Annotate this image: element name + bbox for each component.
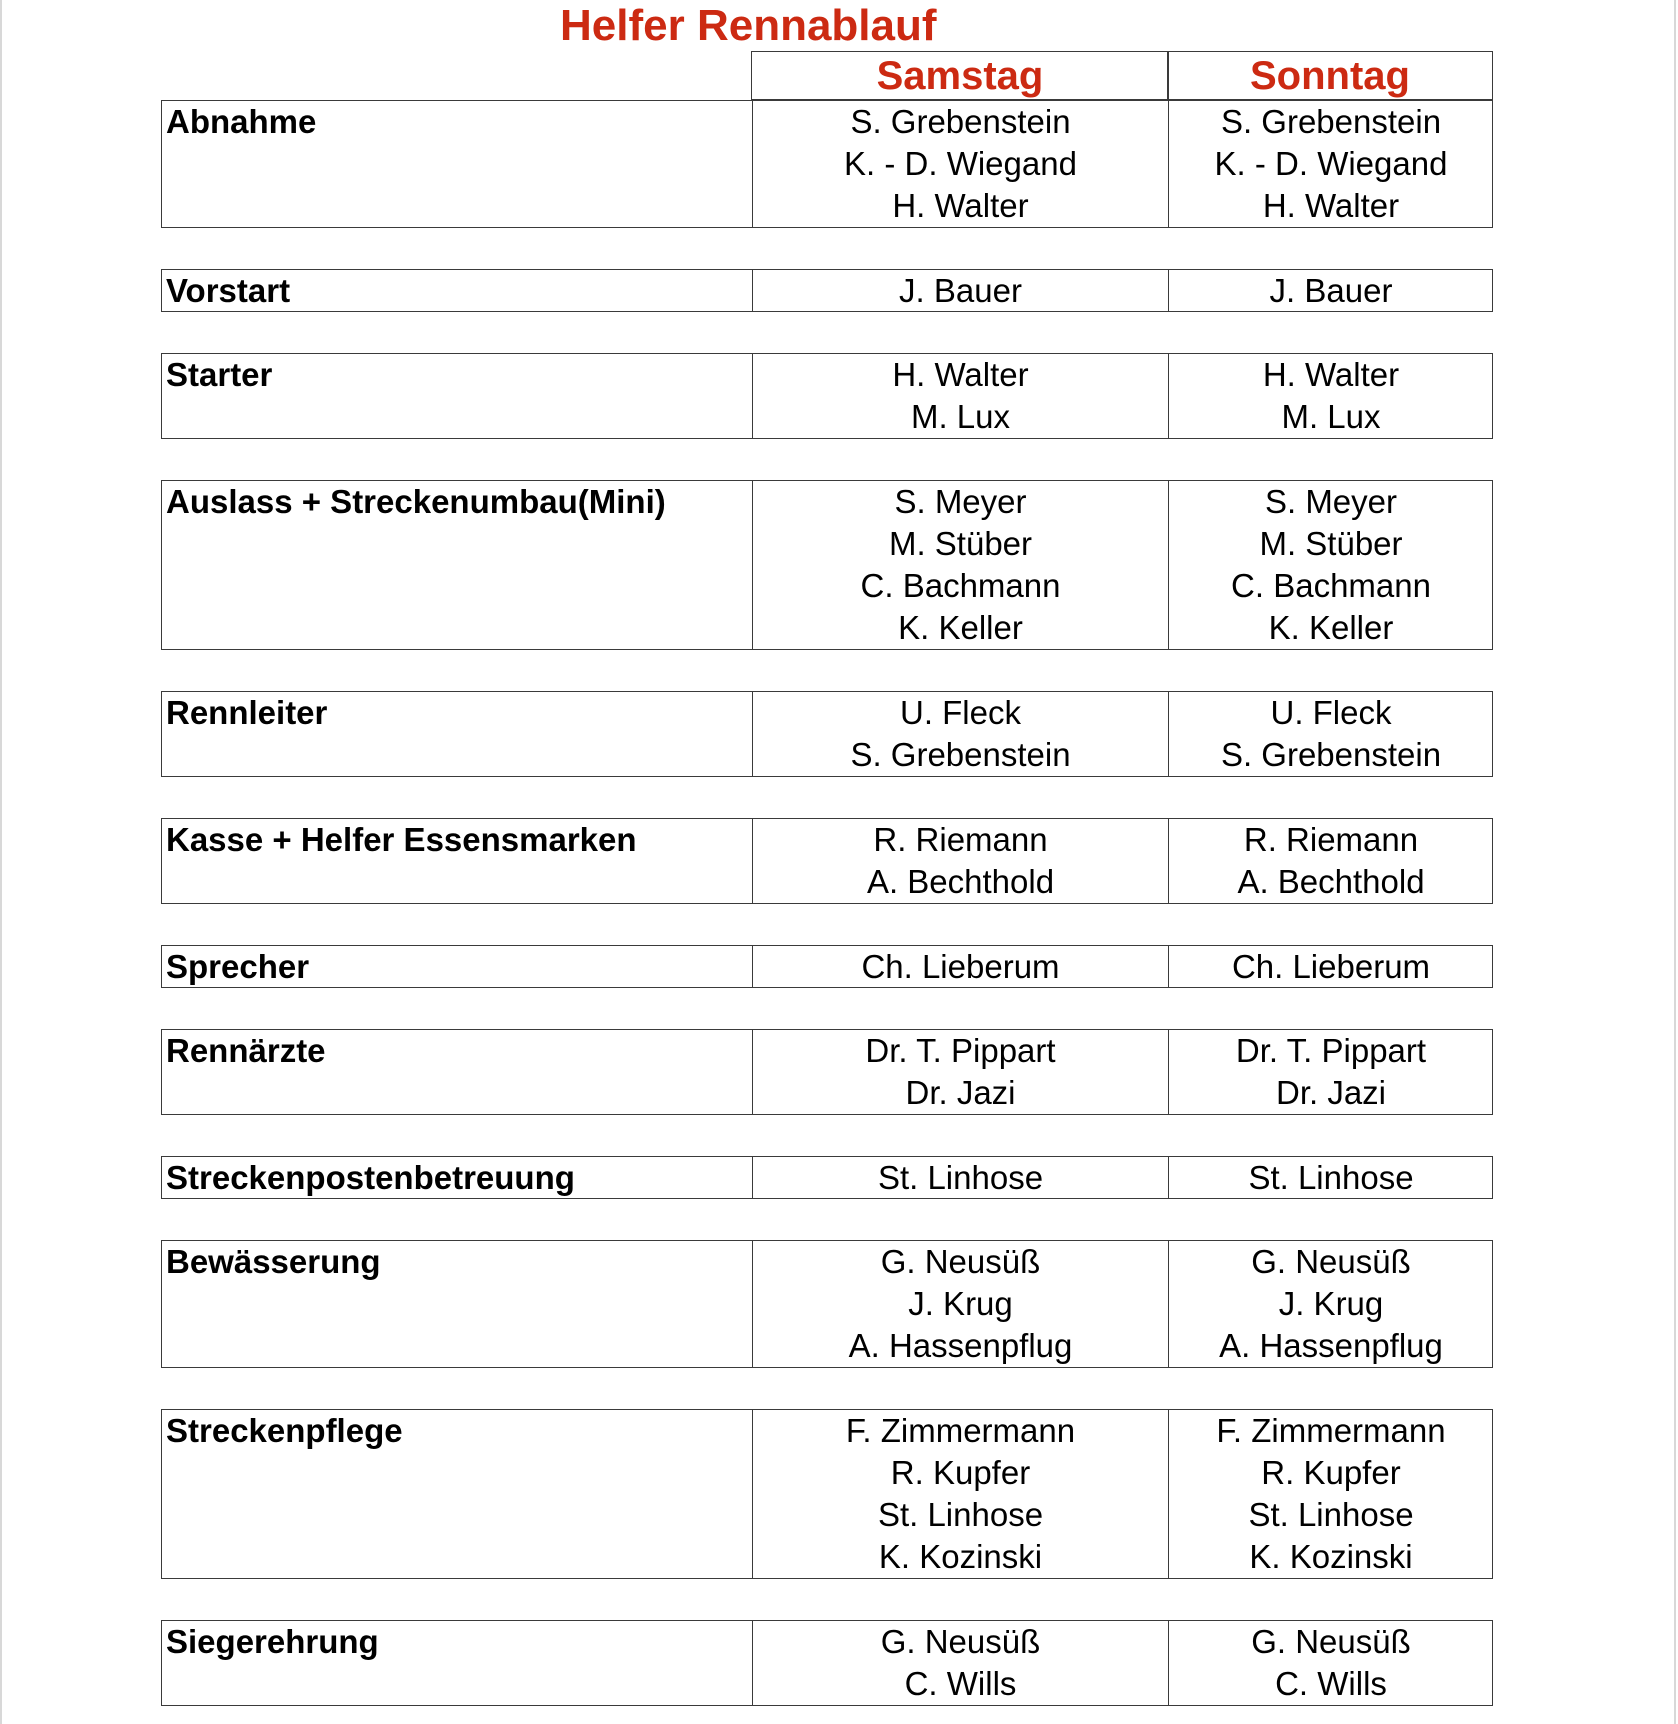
helper-name: C. Wills: [904, 1665, 1017, 1702]
helper-name: K. Keller: [1268, 609, 1394, 646]
helper-name: S. Meyer: [1264, 483, 1398, 520]
helper-name: R. Riemann: [1243, 821, 1419, 858]
role-label: Sprecher: [166, 948, 310, 985]
helper-name: K. - D. Wiegand: [1214, 145, 1448, 182]
role-label: Rennärzte: [166, 1032, 326, 1069]
helper-name: M. Stüber: [1259, 525, 1403, 562]
page-edge-right: [1674, 0, 1676, 1724]
role-label: Rennleiter: [166, 694, 328, 731]
helper-name: C. Wills: [1275, 1665, 1387, 1702]
sunday-helpers: [1168, 1241, 1493, 1367]
saturday-helpers: [752, 1410, 1168, 1578]
helper-name: M. Lux: [910, 398, 1011, 435]
role-label: Streckenpostenbetreuung: [166, 1159, 575, 1196]
helper-name: F. Zimmermann: [845, 1412, 1076, 1449]
helper-name: Dr. Jazi: [905, 1074, 1016, 1111]
helper-row-auslass: [161, 480, 1493, 650]
helper-name: M. Lux: [1281, 398, 1381, 435]
helper-name: J. Krug: [908, 1285, 1013, 1322]
helper-name: St. Linhose: [1248, 1159, 1414, 1196]
saturday-helpers: [752, 1157, 1168, 1198]
helper-row-vorstart: [161, 269, 1493, 312]
page-edge-left: [0, 0, 2, 1724]
sunday-helpers: [1168, 1157, 1493, 1198]
saturday-helpers: [752, 692, 1168, 776]
helper-name: A. Bechthold: [866, 863, 1055, 900]
role-label: Bewässerung: [166, 1243, 381, 1280]
helper-row-rennaerzte: [161, 1029, 1493, 1115]
helper-name: S. Grebenstein: [850, 736, 1071, 773]
helper-name: S. Grebenstein: [1220, 736, 1442, 773]
helper-name: St. Linhose: [877, 1496, 1044, 1533]
helper-name: G. Neusüß: [880, 1243, 1041, 1280]
sunday-helpers: [1168, 101, 1493, 227]
helper-row-siegerehrung: [161, 1620, 1493, 1706]
helper-name: U. Fleck: [899, 694, 1021, 731]
helper-name: H. Walter: [1262, 356, 1400, 393]
helper-row-rennleiter: [161, 691, 1493, 777]
saturday-helpers: [752, 1621, 1168, 1705]
sunday-helpers: [1168, 1621, 1493, 1705]
sunday-helpers: [1168, 819, 1493, 903]
column-header-sunday: Sonntag: [1167, 51, 1493, 100]
sunday-helpers: [1168, 692, 1493, 776]
helper-row-kasse: [161, 818, 1493, 904]
saturday-helpers: [752, 270, 1168, 311]
helper-name: K. Kozinski: [1249, 1538, 1413, 1575]
helper-name: S. Meyer: [894, 483, 1027, 520]
saturday-helpers: [752, 481, 1168, 649]
helper-name: R. Riemann: [873, 821, 1048, 858]
sunday-helpers: [1168, 270, 1493, 311]
helper-name: St. Linhose: [1248, 1496, 1414, 1533]
page-title: Helfer Rennablauf: [560, 1, 937, 50]
helper-name: Dr. Jazi: [1275, 1074, 1387, 1111]
role-label: Vorstart: [166, 272, 291, 309]
helper-name: C. Bachmann: [860, 567, 1061, 604]
saturday-helpers: [752, 1241, 1168, 1367]
helper-name: G. Neusüß: [1251, 1623, 1411, 1660]
helper-name: K. - D. Wiegand: [844, 145, 1077, 182]
helper-name: Dr. T. Pippart: [1235, 1032, 1427, 1069]
helper-name: H. Walter: [892, 356, 1029, 393]
helper-row-abnahme: [161, 100, 1493, 228]
helper-row-bewaesserung: [161, 1240, 1493, 1368]
helper-name: M. Stüber: [888, 525, 1033, 562]
helper-row-sprecher: [161, 945, 1493, 988]
helper-name: A. Hassenpflug: [848, 1327, 1073, 1364]
helper-name: F. Zimmermann: [1216, 1412, 1446, 1449]
helper-name: K. Keller: [898, 609, 1023, 646]
helper-row-streckenpflege: [161, 1409, 1493, 1579]
sunday-helpers: [1168, 481, 1493, 649]
helper-name: G. Neusüß: [880, 1623, 1041, 1660]
helper-name: St. Linhose: [877, 1159, 1044, 1196]
helper-name: H. Walter: [1262, 187, 1400, 224]
helper-name: Dr. T. Pippart: [865, 1032, 1056, 1069]
sunday-helpers: [1168, 1030, 1493, 1114]
saturday-helpers: [752, 946, 1168, 987]
helper-name: Ch. Lieberum: [1231, 948, 1431, 985]
helper-name: J. Bauer: [1269, 272, 1393, 309]
role-label: Auslass + Streckenumbau(Mini): [166, 483, 666, 520]
role-label: Siegerehrung: [166, 1623, 379, 1660]
helper-name: S. Grebenstein: [850, 103, 1071, 140]
helper-name: R. Kupfer: [890, 1454, 1031, 1491]
helper-name: G. Neusüß: [1251, 1243, 1411, 1280]
role-label: Starter: [166, 356, 273, 393]
helper-name: Ch. Lieberum: [861, 948, 1060, 985]
helper-name: H. Walter: [892, 187, 1029, 224]
helper-name: R. Kupfer: [1261, 1454, 1401, 1491]
sunday-helpers: [1168, 354, 1493, 438]
helper-name: A. Hassenpflug: [1219, 1327, 1443, 1364]
helper-name: S. Grebenstein: [1220, 103, 1442, 140]
role-label: Streckenpflege: [166, 1412, 403, 1449]
saturday-helpers: [752, 1030, 1168, 1114]
saturday-helpers: [752, 354, 1168, 438]
saturday-helpers: [752, 101, 1168, 227]
helper-row-streckenpostenbetreuung: [161, 1156, 1493, 1199]
role-label: Abnahme: [166, 103, 317, 140]
saturday-helpers: [752, 819, 1168, 903]
helper-name: A. Bechthold: [1237, 863, 1425, 900]
helper-row-starter: [161, 353, 1493, 439]
helper-name: U. Fleck: [1270, 694, 1392, 731]
helper-name: K. Kozinski: [878, 1538, 1043, 1575]
role-label: Kasse + Helfer Essensmarken: [166, 821, 637, 858]
helper-name: C. Bachmann: [1231, 567, 1431, 604]
helper-name: J. Krug: [1278, 1285, 1384, 1322]
helper-name: J. Bauer: [899, 272, 1022, 309]
sunday-helpers: [1168, 1410, 1493, 1578]
sunday-helpers: [1168, 946, 1493, 987]
column-header-saturday: Samstag: [751, 51, 1169, 100]
